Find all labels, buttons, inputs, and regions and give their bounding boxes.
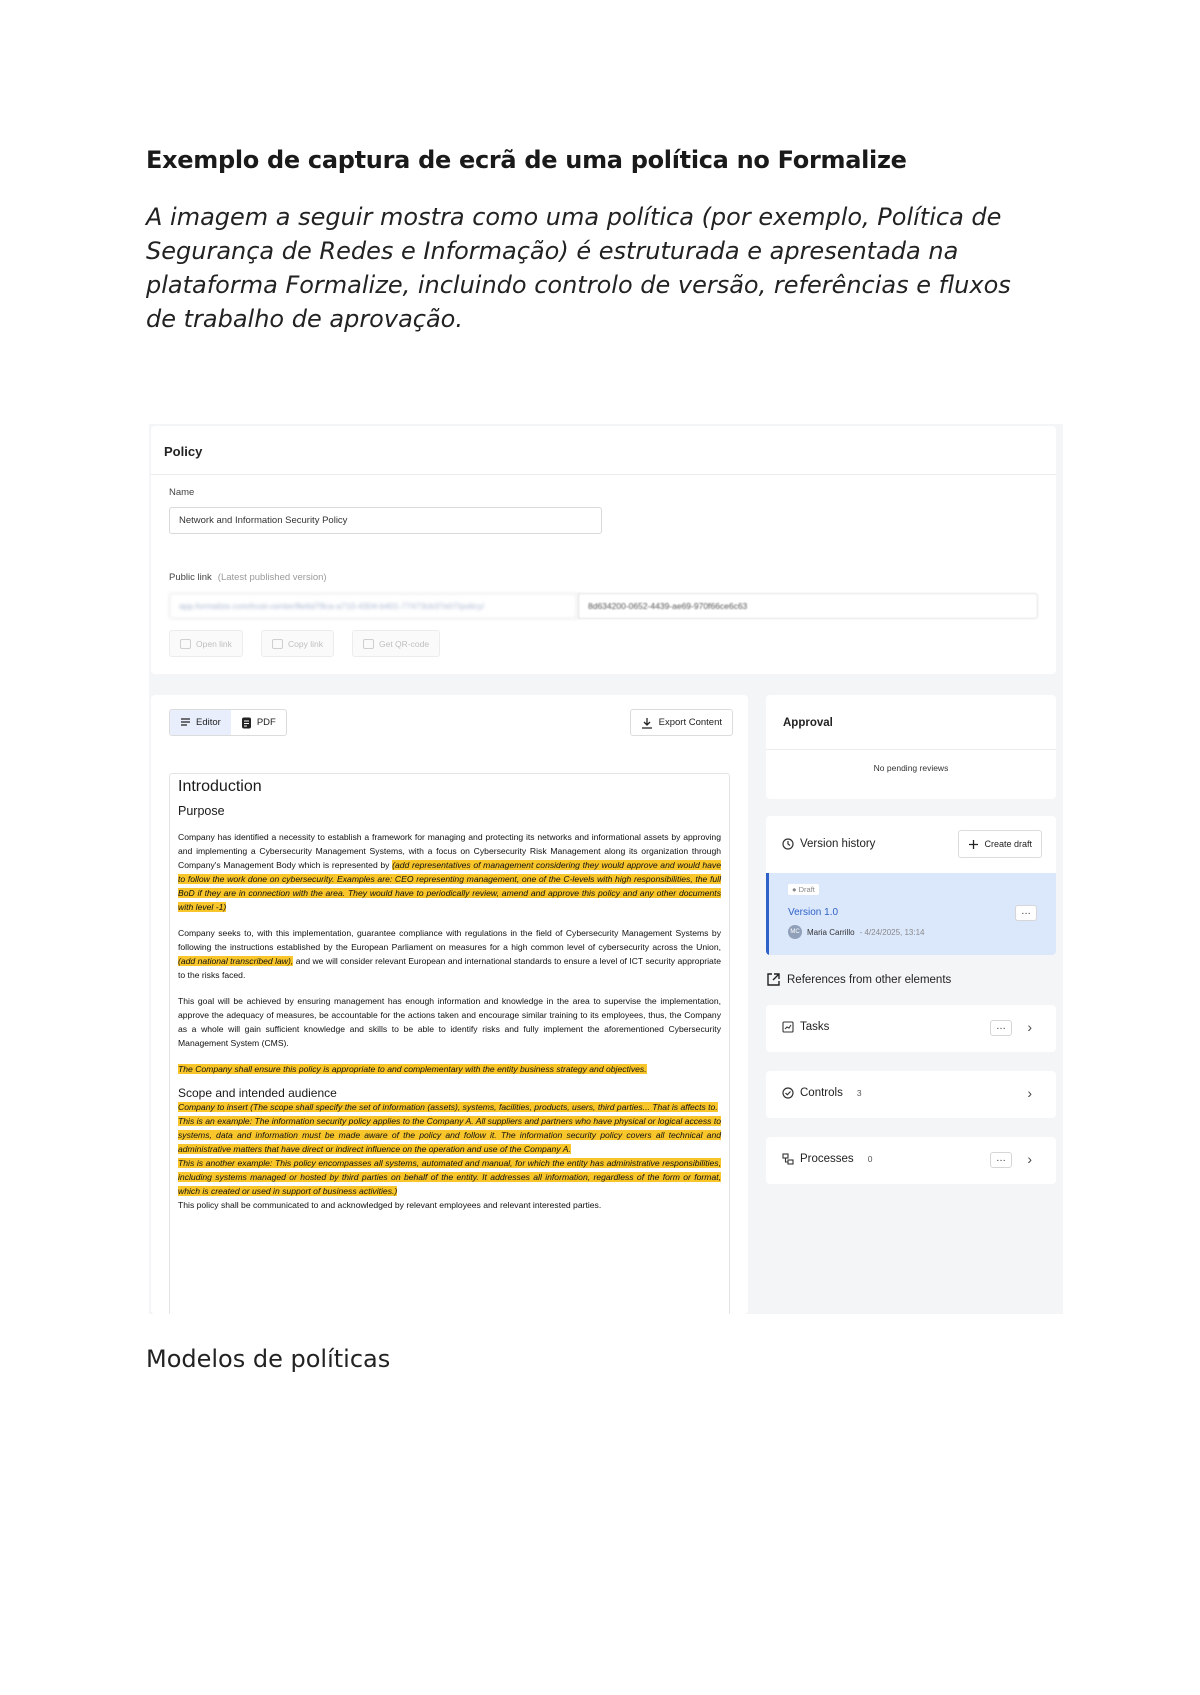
public-link-id[interactable]: 8d634200-0652-4439-ae69-970f66ce6c63 — [578, 593, 1038, 619]
paragraph: This policy shall be communicated to and acknowledged by relevant employees and relevant interested parties. — [178, 1200, 602, 1210]
file-icon — [241, 717, 252, 729]
policy-card — [151, 426, 1056, 674]
public-link-label — [169, 572, 327, 583]
tab-editor-label: Editor — [196, 717, 221, 728]
section-heading-purpose: Purpose — [178, 804, 225, 818]
qr-code-button[interactable] — [352, 630, 440, 657]
references-title — [766, 972, 951, 987]
text-align-icon — [180, 718, 191, 728]
open-link-label: Open link — [196, 639, 232, 649]
approval-card — [766, 695, 1056, 799]
controls-label-group — [782, 1087, 862, 1099]
processes-label-group — [782, 1153, 872, 1165]
paragraph — [178, 830, 721, 914]
paragraph — [178, 1156, 721, 1198]
processes-more-button[interactable]: … — [990, 1152, 1012, 1168]
processes-count: 0 — [867, 1154, 873, 1164]
process-icon — [782, 1153, 794, 1165]
export-content-button[interactable] — [630, 709, 733, 736]
version-history-card — [766, 816, 1056, 955]
public-link-url[interactable]: app.formalize.com/trust-center/8e6d78ca-a710-4304-b401-77473cb37e07/policy/ — [169, 593, 577, 619]
references-label: References from other elements — [787, 973, 952, 986]
approval-title: Approval — [783, 717, 833, 729]
check-circle-icon — [782, 1087, 794, 1099]
tasks-row[interactable] — [766, 1005, 1056, 1052]
qr-code-icon — [363, 639, 374, 649]
name-label: Name — [169, 487, 195, 498]
processes-row[interactable] — [766, 1137, 1056, 1184]
status-badge: ● Draft — [788, 884, 819, 895]
copy-link-button[interactable] — [261, 630, 334, 657]
paragraph — [178, 926, 721, 982]
section-heading-introduction: Introduction — [178, 778, 262, 795]
placeholder-highlight: This is an example: The information security policy applies to the Company A. All suppliers and partners who have physical or logical access to systems, data and information must be made aware of the policy and follow it. The information security policy covers all technical and administrative matters that have direct or indirect influence on the operation and use of the Company A. — [178, 1116, 721, 1154]
avatar: MC — [788, 925, 802, 939]
policy-title: Policy — [164, 444, 203, 459]
paragraph — [178, 1100, 721, 1114]
controls-label: Controls — [800, 1087, 843, 1099]
section-heading-templates: Modelos de políticas — [146, 1345, 391, 1373]
qr-code-label: Get QR-code — [379, 639, 430, 649]
clock-icon — [782, 838, 794, 850]
paragraph-text: Company seeks to, with this implementation, guarantee compliance with regulations in the field of Cybersecurity Management Systems by following the instructions established by the European Parliament on measures for a high common level of cybersecurity across the Union, — [178, 928, 721, 952]
version-author: Maria Carrillo — [807, 927, 855, 937]
section-heading-scope: Scope and intended audience — [178, 1086, 337, 1100]
version-history-title — [782, 838, 875, 850]
divider — [766, 749, 1056, 750]
divider — [151, 474, 1056, 475]
external-link-icon — [766, 972, 781, 987]
tasks-label-group — [782, 1021, 829, 1033]
version-meta — [788, 925, 925, 939]
document-heading: Exemplo de captura de ecrã de uma política no Formalize — [146, 146, 907, 174]
placeholder-highlight: (add representatives of management considering they would approve and would have to follow the work done on cybersecurity. Examples are: CEO representing management, one of the C-levels with high responsibilities, the full BoD if they are in connection with the area. They would have to periodically review, amend and approve this policy and any other documents with level -1) — [178, 860, 722, 912]
placeholder-highlight: This is another example: This policy encompasses all systems, automated and manual, for which the entity has administrative responsibilities, including systems managed or hosted by third parties on behalf of the entity. It addresses all information, regardless of the form or format, which is created or used in support of business activities.) — [178, 1158, 721, 1196]
open-link-button[interactable] — [169, 630, 243, 657]
tab-pdf[interactable] — [231, 710, 286, 735]
create-draft-label: Create draft — [984, 839, 1032, 849]
version-item[interactable] — [766, 873, 1056, 955]
placeholder-highlight: The Company shall ensure this policy is appropriate to and complementary with the entity business strategy and objectives. — [178, 1064, 647, 1074]
version-history-label: Version history — [800, 838, 876, 850]
public-link-label-text: Public link — [169, 572, 212, 583]
paragraph — [178, 1062, 721, 1076]
policy-screenshot — [149, 424, 1063, 1314]
version-label: Version 1.0 — [788, 907, 839, 918]
tasks-label: Tasks — [800, 1021, 830, 1033]
chevron-right-icon[interactable]: › — [1027, 1019, 1032, 1035]
paragraph-text: and we will consider relevant European and international standards to ensure a level of ICT security appropriate to the risks faced. — [178, 956, 721, 980]
version-more-button[interactable]: … — [1015, 905, 1037, 921]
document-editor[interactable] — [169, 773, 730, 1314]
plus-icon — [968, 839, 979, 850]
chart-icon — [782, 1021, 794, 1033]
public-link-hint: (Latest published version) — [217, 572, 327, 583]
editor-panel — [151, 695, 748, 1314]
create-draft-button[interactable] — [958, 830, 1042, 858]
copy-link-label: Copy link — [288, 639, 323, 649]
document-intro: A imagem a seguir mostra como uma política (por exemplo, Política de Segurança de Redes e Informação) é estruturada e apresentada na plataforma Formalize, incluindo controlo de versão, referências e fluxos de trabalho de aprovação. — [146, 203, 1011, 333]
version-date: - 4/24/2025, 13:14 — [859, 927, 925, 937]
paragraph-text: Company has identified a necessity to establish a framework for managing and protecting its networks and informational assets by approving and implementing a Cybersecurity Management Systems, with a focus on Cybersecurity Risk Management along its organization through Company's Management Body which is represented by — [178, 832, 721, 870]
chevron-right-icon[interactable]: › — [1027, 1151, 1032, 1167]
approval-empty-state: No pending reviews — [873, 763, 949, 773]
view-toggle — [169, 709, 287, 736]
paragraph: This goal will be achieved by ensuring management has enough information and knowledge in the area to supervise the implementation, approve the adequacy of measures, be accountable for the actions taken and encourage similar training to its employees, thus, the Company as a whole will gain sufficient knowledge and skills to be able to identify risks and fully implement the aforementioned Cybersecurity Management System (CMS). — [178, 996, 721, 1048]
external-link-icon — [180, 639, 191, 649]
tab-pdf-label: PDF — [256, 717, 276, 728]
tasks-more-button[interactable]: … — [990, 1020, 1012, 1036]
controls-row[interactable] — [766, 1071, 1056, 1118]
placeholder-highlight: Company to insert (The scope shall specify the set of information (assets), systems, facilities, products, users, third parties... That is affects to. — [178, 1102, 718, 1112]
chevron-right-icon[interactable]: › — [1027, 1085, 1032, 1101]
copy-icon — [272, 639, 283, 649]
paragraph — [178, 1114, 721, 1156]
processes-label: Processes — [800, 1153, 854, 1165]
controls-count: 3 — [856, 1088, 862, 1098]
export-content-label: Export Content — [658, 717, 722, 728]
tab-editor[interactable] — [170, 710, 231, 735]
status-badge-label: Draft — [798, 885, 815, 894]
placeholder-highlight: (add national transcribed law), — [178, 956, 294, 966]
policy-name-input[interactable]: Network and Information Security Policy — [169, 507, 602, 534]
download-icon — [641, 717, 653, 729]
